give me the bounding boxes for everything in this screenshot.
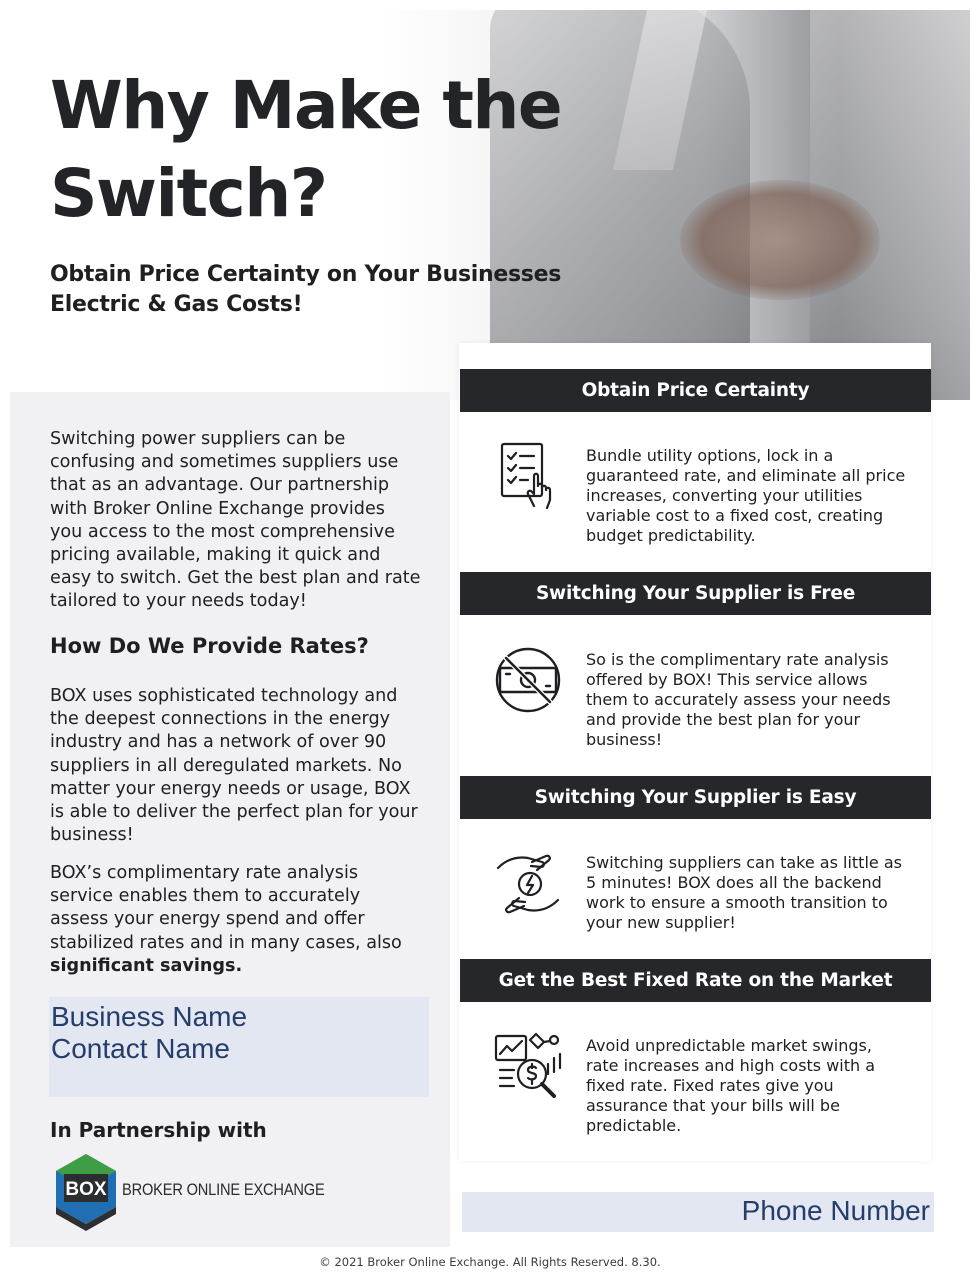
section-text-easy: Switching suppliers can take as little as 5 minutes! BOX does all the backend work to ensure a smooth transition to your new supplier! (586, 853, 902, 932)
section-text-free: So is the complimentary rate analysis offered by BOX! This service allows them to accurately assess your needs and provide the best plan for your business! (586, 650, 891, 749)
section-text-fixed-rate: Avoid unpredictable market swings, rate increases and high costs with a fixed rate. Fixed rates give you assurance that your bills will be predictable. (586, 1036, 876, 1135)
page-title-line2: Switch? (50, 155, 327, 232)
logo-box-text: BOX (65, 1179, 107, 1200)
phone-number-field[interactable] (462, 1192, 934, 1232)
page-subtitle-line1: Obtain Price Certainty on Your Businesses (50, 262, 561, 287)
analysis-text: BOX’s complimentary rate analysis service enables them to accurately assess your energy spend and offer stabilized rates and in many cases, also (50, 863, 402, 953)
contact-info-field[interactable] (49, 997, 429, 1097)
intro-paragraph: Switching power suppliers can be confusing and sometimes suppliers use that as an advantage. Our partnership with Broker Online Exchange provides you access to the most comprehensive pricing available, making it quick and easy to switch. Get the best plan and rate tailored to your needs today! (50, 429, 421, 612)
page-subtitle (50, 260, 590, 320)
rates-paragraph: BOX uses sophisticated technology and the deepest connections in the energy industry and has a network of over 90 suppliers in all deregulated markets. No matter your energy needs or usage, BOX is able to deliver the perfect plan for your business! (50, 686, 418, 846)
analysis-paragraph (50, 862, 422, 978)
market-analysis-icon (492, 1030, 564, 1102)
business-name-field[interactable]: Business Name (51, 1001, 248, 1032)
copyright-footer: © 2021 Broker Online Exchange. All Rights Reserved. 8.30. (319, 1255, 661, 1269)
page-subtitle-line2: Electric & Gas Costs! (50, 292, 303, 317)
phone-number-text[interactable]: Phone Number (741, 1195, 930, 1226)
contact-name-field[interactable]: Contact Name (51, 1033, 230, 1064)
rates-heading: How Do We Provide Rates? (50, 634, 369, 658)
section-header-price-certainty: Obtain Price Certainty (460, 369, 931, 412)
logo-company-name: BROKER ONLINE EXCHANGE (122, 1180, 325, 1199)
page-title-line1: Why Make the (50, 67, 562, 144)
section-text-price-certainty: Bundle utility options, lock in a guaranteed rate, and eliminate all price increases, converting your utilities variable cost to a fixed cost, creating budget predictability. (586, 446, 906, 545)
energy-hands-icon (492, 848, 564, 920)
analysis-bold-text: significant savings. (50, 955, 243, 976)
section-header-easy: Switching Your Supplier is Easy (460, 776, 931, 819)
checklist-click-icon (492, 440, 564, 512)
section-header-free: Switching Your Supplier is Free (460, 572, 931, 615)
no-money-icon (492, 644, 564, 716)
section-header-fixed-rate: Get the Best Fixed Rate on the Market (460, 959, 931, 1002)
partnership-label: In Partnership with (50, 1118, 267, 1142)
page-title (50, 62, 610, 238)
